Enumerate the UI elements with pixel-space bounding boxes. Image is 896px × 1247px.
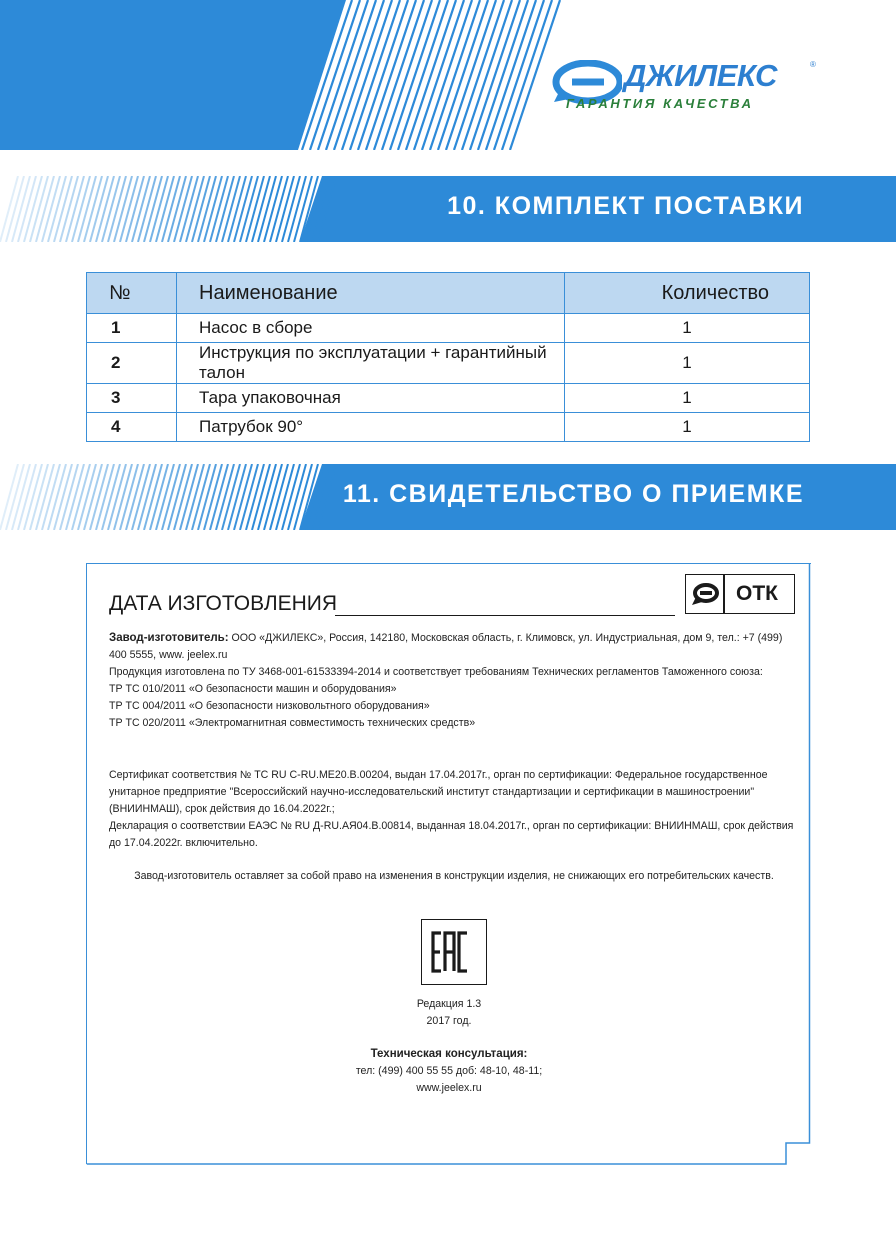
table-row: [87, 413, 810, 442]
brand-logo: [552, 58, 822, 122]
hatch-stripe: [350, 0, 400, 150]
edition-year: 2017 год.: [426, 1015, 472, 1027]
row-number: 4: [87, 413, 177, 442]
column-header-quantity: Количество: [565, 273, 810, 314]
certificate-text: Сертификат соответствия № TC RU C-RU.МЕ20.В.00204, выдан 17.04.2017г., орган по сертификации: Федеральное государственное унитарное предприятие "Всероссийский научно-исследовательский институт стандартизации и сертификации в машиностроении" (ВНИИНМАШ), срок действия до 16.04.2022г.;: [109, 769, 768, 815]
consultation-title: Техническая консультация:: [370, 1048, 528, 1060]
regulation-line: ТР ТС 010/2011 «О безопасности машин и оборудования»: [109, 683, 397, 695]
row-name: Патрубок 90°: [177, 413, 565, 442]
consultation-website[interactable]: www.jeelex.ru: [416, 1082, 482, 1094]
hatch-stripe: [374, 0, 424, 150]
delivery-set-table: [86, 272, 810, 442]
row-number: 3: [87, 384, 177, 413]
row-name: Насос в сборе: [177, 314, 565, 343]
hatch-stripe: [334, 0, 384, 150]
table-header-row: [87, 273, 810, 314]
hatch-stripe: [342, 0, 392, 150]
brand-tagline: ГАРАНТИЯ КАЧЕСТВА: [566, 96, 754, 111]
regulation-line: ТР ТС 020/2011 «Электромагнитная совместимость технических средств»: [109, 717, 476, 729]
edition-number: Редакция 1.3: [416, 998, 482, 1010]
brand-registered-mark: ®: [810, 60, 816, 69]
hatch-stripe: [398, 0, 448, 150]
row-number: 2: [87, 343, 177, 384]
hatch-stripe: [502, 0, 552, 150]
hatch-stripe: [390, 0, 440, 150]
row-quantity: 1: [565, 413, 810, 442]
declaration-text: Декларация о соответствии ЕАЭС № RU Д-RU.АЯ04.В.00814, выданная 18.04.2017г., орган по сертификации: ВНИИНМАШ, срок действия до 17.04.2022г. включительно.: [109, 820, 794, 849]
section-11-title: 11. СВИДЕТЕЛЬСТВО О ПРИЕМКЕ: [342, 480, 804, 508]
hatch-stripe: [414, 0, 464, 150]
table-row: [87, 314, 810, 343]
hatch-stripe: [478, 0, 528, 150]
section-10-title: 10. КОМПЛЕКТ ПОСТАВКИ: [447, 192, 804, 220]
row-quantity: 1: [565, 384, 810, 413]
brand-name: ДЖИЛЕКС: [624, 58, 777, 93]
table-row: [87, 384, 810, 413]
hatch-stripe: [382, 0, 432, 150]
hatch-stripe: [454, 0, 504, 150]
consultation-phone: тел: (499) 400 55 55 доб: 48-10, 48-11;: [355, 1065, 543, 1077]
hatch-stripe: [438, 0, 488, 150]
hatch-stripe: [494, 0, 544, 150]
hatch-stripe: [406, 0, 456, 150]
hatch-stripe: [486, 0, 536, 150]
otk-label: ОТК: [736, 582, 778, 605]
compliance-line: Продукция изготовлена по ТУ 3468-001-61533394-2014 и соответствует требованиям Технических регламентов Таможенного союза:: [109, 666, 763, 678]
row-number: 1: [87, 314, 177, 343]
column-header-name: Наименование: [177, 273, 565, 314]
table-row: [87, 343, 810, 384]
hatch-stripe: [470, 0, 520, 150]
row-quantity: 1: [565, 343, 810, 384]
section-11-header: [0, 464, 896, 530]
section-10-header: [0, 176, 896, 242]
manufacturer-label: Завод-изготовитель:: [109, 632, 229, 644]
hatch-stripe: [462, 0, 512, 150]
regulation-line: ТР ТС 004/2011 «О безопасности низковольтного оборудования»: [109, 700, 430, 712]
hatch-stripe: [430, 0, 480, 150]
row-quantity: 1: [565, 314, 810, 343]
manufacturer-text: ООО «ДЖИЛЕКС», Россия, 142180, Московская область, г. Климовск, ул. Индустриальная, дом 9, тел.: +7 (499) 400 5555, www. jeelex.ru: [109, 632, 783, 661]
row-name: Тара упаковочная: [177, 384, 565, 413]
hatch-stripe: [446, 0, 496, 150]
hatch-stripe: [422, 0, 472, 150]
manufacture-date-label: ДАТА ИЗГОТОВЛЕНИЯ: [109, 592, 338, 615]
design-change-notice: Завод-изготовитель оставляет за собой право на изменения в конструкции изделия, не снижающих его потребительских качеств.: [134, 870, 774, 882]
hatch-stripe: [366, 0, 416, 150]
row-name: Инструкция по эксплуатации + гарантийный талон: [177, 343, 565, 384]
certificate-frame-edge: [86, 563, 812, 1166]
hatch-stripe: [358, 0, 408, 150]
column-header-number: №: [87, 273, 177, 314]
